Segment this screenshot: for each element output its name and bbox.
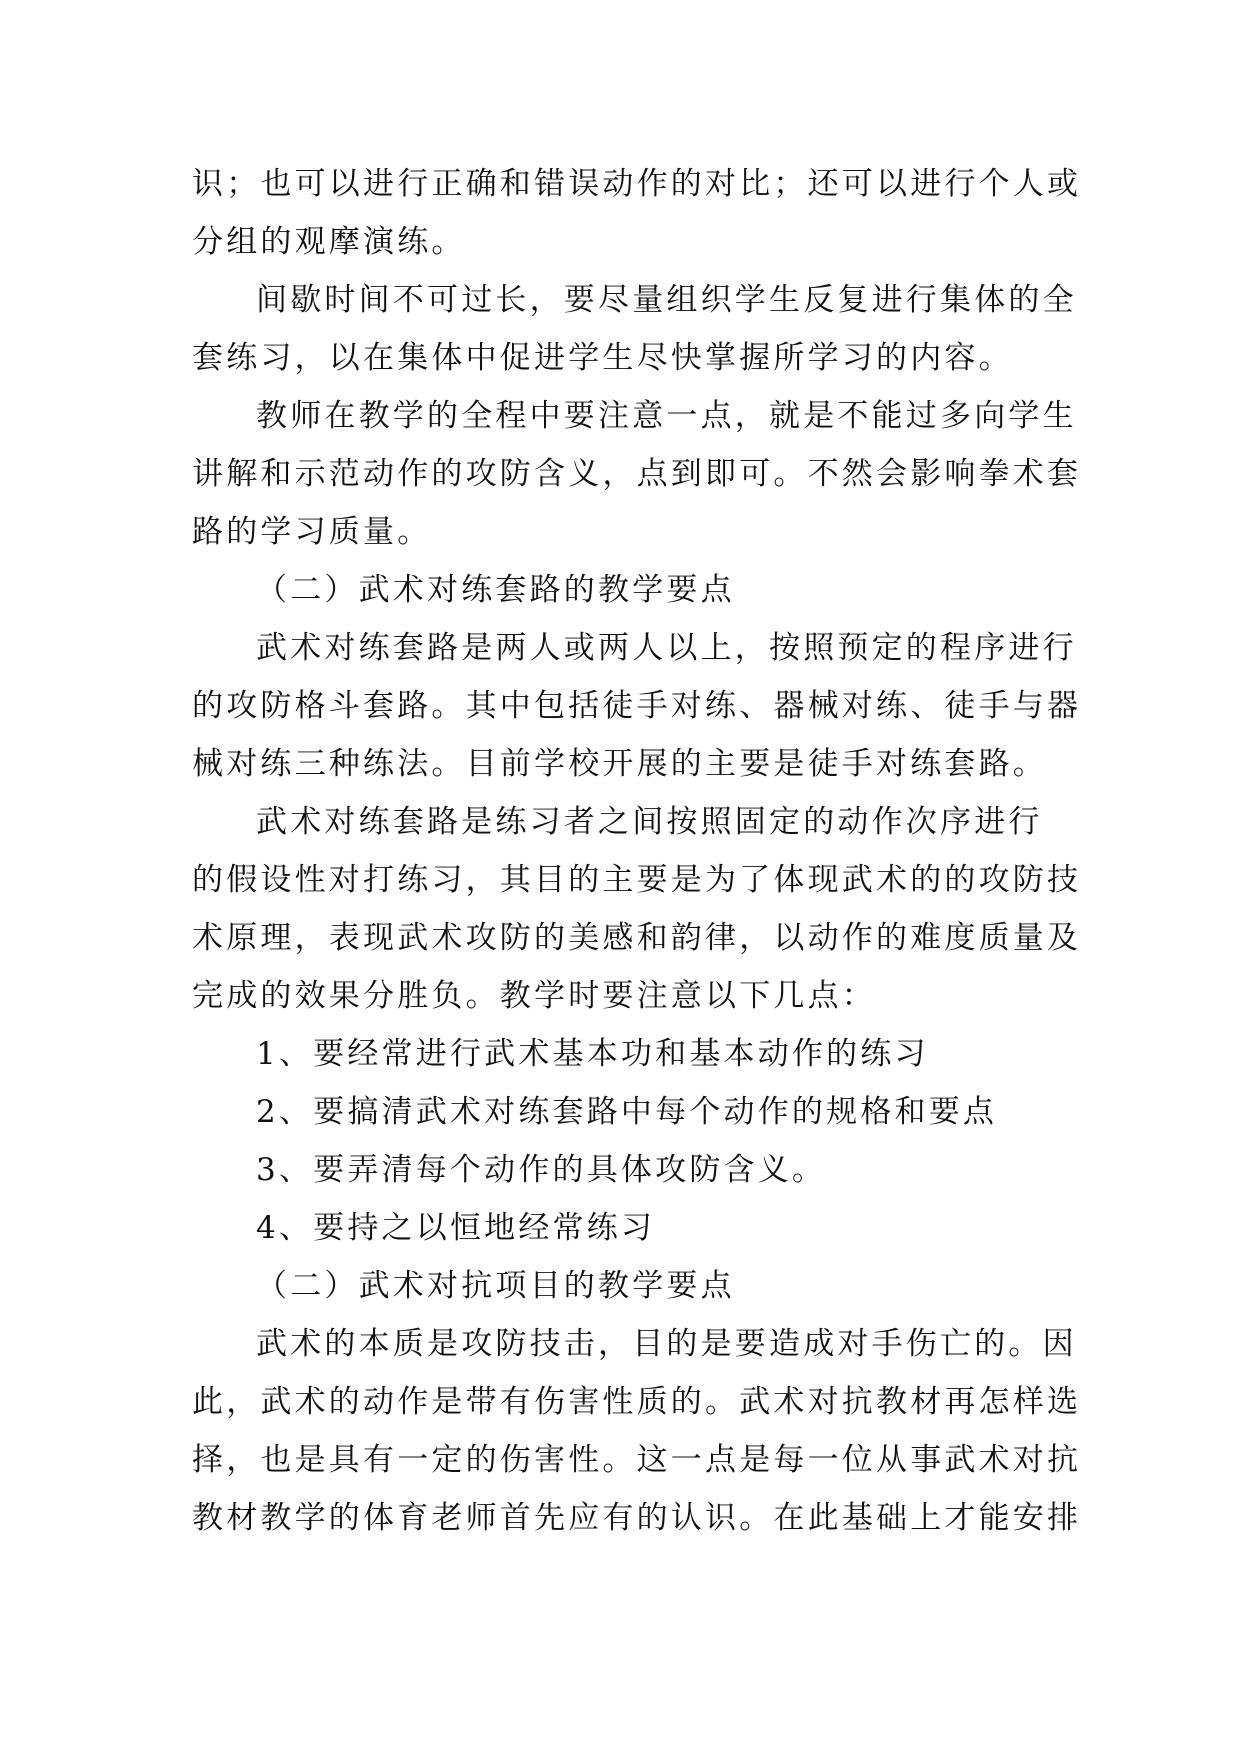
section-heading: （二）武术对抗项目的教学要点 [256,1268,735,1304]
list-item: 3、要弄清每个动作的具体攻防含义。 [256,1152,827,1188]
section-heading: （二）武术对练套路的教学要点 [256,572,735,608]
text-line: 择，也是具有一定的伤害性。这一点是每一位从事武术对抗 [192,1442,1082,1478]
document-body [192,155,1082,1547]
paragraph-start-line: 间歇时间不可过长，要尽量组织学生反复进行集体的全 [256,282,1077,318]
paragraph-start-line: 武术对练套路是两人或两人以上，按照预定的程序进行 [256,630,1077,666]
text-line: 讲解和示范动作的攻防含义，点到即可。不然会影响拳术套 [192,456,1082,492]
text-line: 械对练三种练法。目前学校开展的主要是徒手对练套路。 [192,746,1047,782]
text-line: 分组的观摩演练。 [192,224,466,260]
text-line: 教材教学的体育老师首先应有的认识。在此基础上才能安排 [192,1500,1082,1536]
list-item: 4、要持之以恒地经常练习 [256,1210,656,1246]
text-line: 的攻防格斗套路。其中包括徒手对练、器械对练、徒手与器 [192,688,1082,724]
text-line: 的假设性对打练习，其目的主要是为了体现武术的的攻防技 [192,862,1082,898]
list-item: 2、要搞清武术对练套路中每个动作的规格和要点 [256,1094,998,1130]
text-line: 路的学习质量。 [192,514,432,550]
paragraph-start-line: 武术的本质是攻防技击，目的是要造成对手伤亡的。因 [256,1326,1077,1362]
text-line: 完成的效果分胜负。教学时要注意以下几点： [192,978,876,1014]
text-line: 此，武术的动作是带有伤害性质的。武术对抗教材再怎样选 [192,1384,1082,1420]
paragraph-start-line: 教师在教学的全程中要注意一点，就是不能过多向学生 [256,398,1077,434]
text-line: 识；也可以进行正确和错误动作的对比；还可以进行个人或 [192,166,1082,202]
paragraph-start-line: 武术对练套路是练习者之间按照固定的动作次序进行 [256,804,1043,840]
text-line: 术原理，表现武术攻防的美感和韵律，以动作的难度质量及 [192,920,1082,956]
list-item: 1、要经常进行武术基本功和基本动作的练习 [256,1036,929,1072]
text-line: 套练习，以在集体中促进学生尽快掌握所学习的内容。 [192,340,1013,376]
